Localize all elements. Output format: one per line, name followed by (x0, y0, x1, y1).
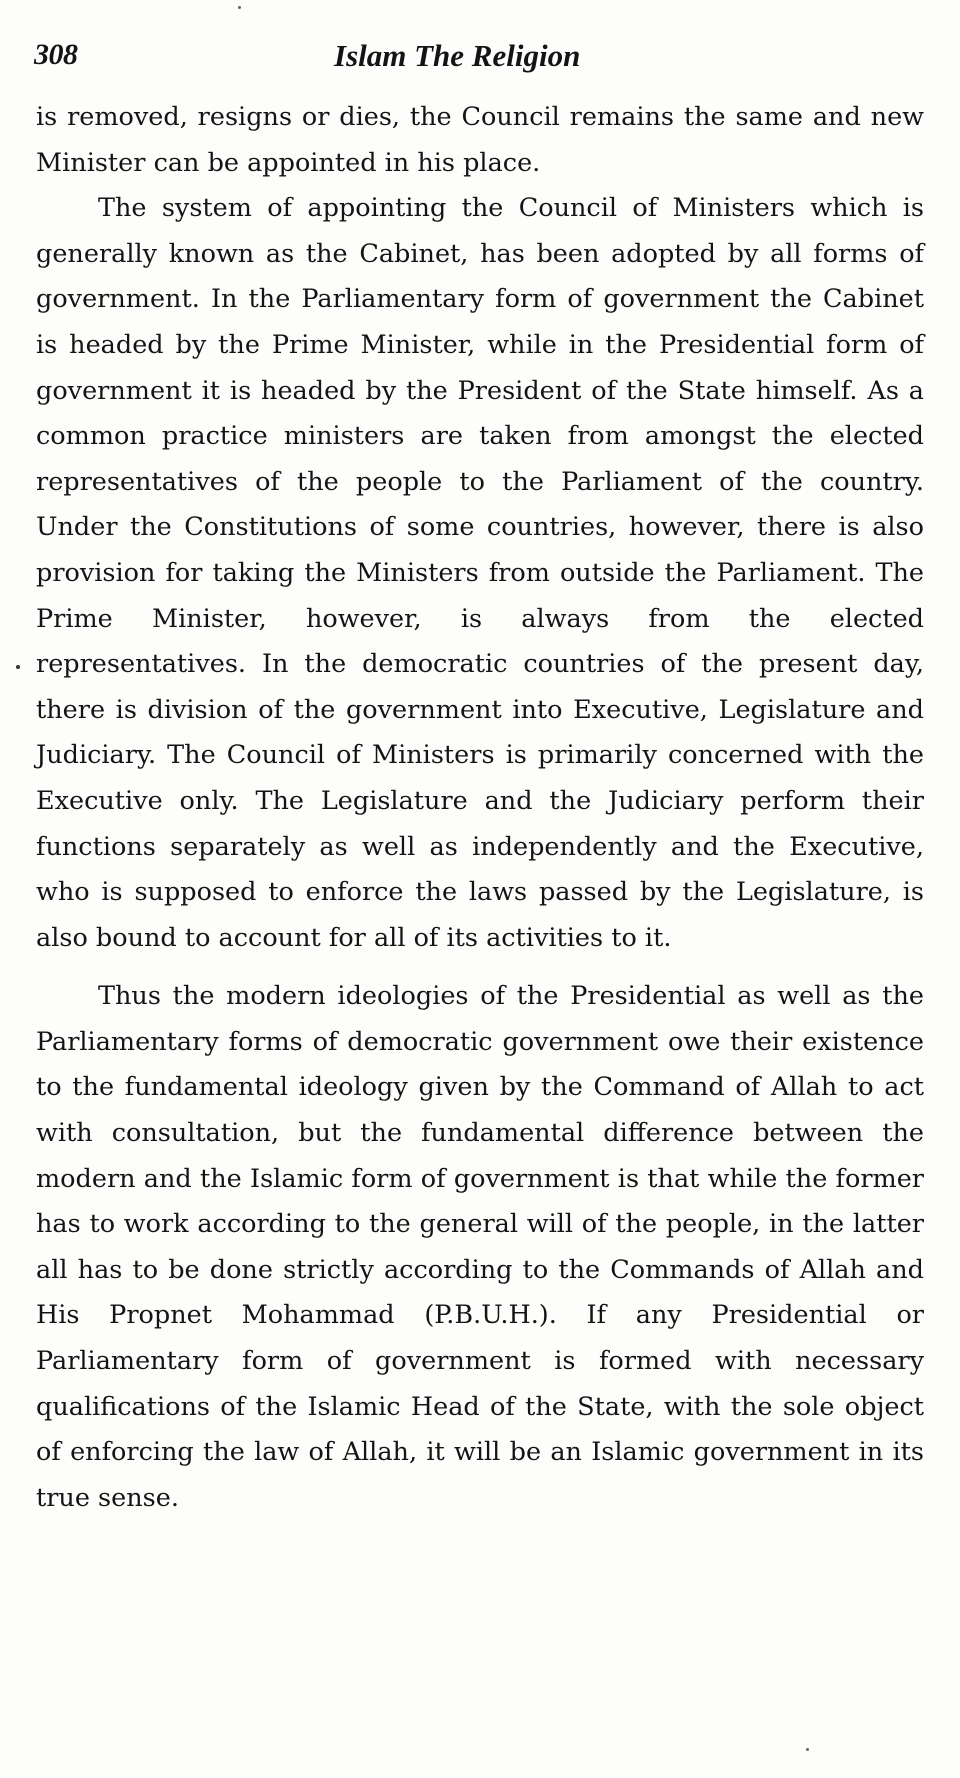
body-text (36, 95, 924, 1521)
paragraph-cabinet-system: The system of appointing the Council of Ministers which is generally known as the Cabinet, has been adopted by all forms of government. In the Parliamentary form of government the Cabinet is headed by the Prime Minister, while in the Presidential form of government it is headed by the President of the State himself. As a common practice ministers are taken from amongst the elected representatives of the people to the Parliament of the country. Under the Constitutions of some countries, however, there is also provision for taking the Ministers from outside the Parliament. The Prime Minister, however, is always from the elected representatives. In the democratic countries of the present day, there is division of the government into Executive, Legislature and Judiciary. The Council of Ministers is primarily concerned with the Executive only. The Legislature and the Judiciary perform their functions separately as well as independently and the Executive, who is supposed to enforce the laws passed by the Legislature, is also bound to account for all of its activities to it. (36, 193, 924, 953)
paragraph-continued: is removed, resigns or dies, the Council remains the same and new Minister can be appointed in his place. (36, 102, 924, 178)
running-head (34, 38, 924, 78)
scan-speck (806, 1748, 809, 1751)
margin-ink-dot (16, 665, 20, 669)
page-number: 308 (34, 38, 78, 71)
paragraph-islamic-government: Thus the modern ideologies of the Presidential as well as the Parliamentary forms of democratic government owe their existence to the fundamental ideology given by the Command of Allah to act with consultation, but the fundamental difference between the modern and the Islamic form of government is that while the former has to work according to the general will of the people, in the latter all has to be done strictly according to the Commands of Allah and His Propnet Mohammad (P.B.U.H.). If any Presidential or Parliamentary form of government is formed with necessary qualifications of the Islamic Head of the State, with the sole object of enforcing the law of Allah, it will be an Islamic government in its true sense. (36, 981, 924, 1513)
book-title: Islam The Religion (334, 38, 581, 73)
scan-speck (238, 6, 241, 9)
